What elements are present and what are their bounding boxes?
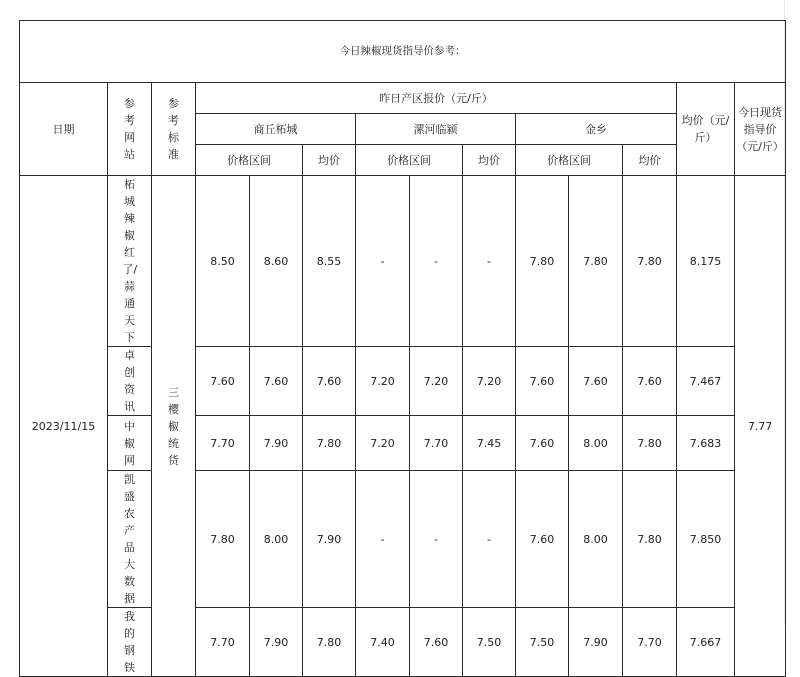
data-cell: 8.00 <box>569 471 623 608</box>
header-today-guide: 今日现货指导价（元/斤） <box>735 83 786 176</box>
date-cell: 2023/11/15 <box>20 176 108 677</box>
data-cell: 7.80 <box>516 176 569 347</box>
avg-header: 均价 <box>303 145 356 176</box>
region-jinxiang: 金乡 <box>516 114 677 145</box>
data-cell: 8.55 <box>303 176 356 347</box>
site-cell: 我的钢铁 <box>108 608 152 677</box>
header-avg-price: 均价（元/斤） <box>677 83 735 176</box>
data-cell: 8.60 <box>250 176 303 347</box>
row-avg-cell: 7.467 <box>677 347 735 416</box>
data-cell: 8.00 <box>250 471 303 608</box>
data-cell: 7.20 <box>463 347 516 416</box>
region-shangqiu: 商丘柘城 <box>196 114 356 145</box>
header-date: 日期 <box>20 83 108 176</box>
data-cell: 7.60 <box>516 416 569 471</box>
data-cell: 7.90 <box>303 471 356 608</box>
data-cell: 7.20 <box>410 347 463 416</box>
data-cell: 7.20 <box>356 416 410 471</box>
data-cell: 7.80 <box>623 176 677 347</box>
data-cell: 7.60 <box>250 347 303 416</box>
data-cell: - <box>356 471 410 608</box>
table-row <box>20 416 786 471</box>
site-cell: 柘城辣椒红了/蒜通天下 <box>108 176 152 347</box>
data-cell: 7.70 <box>196 416 250 471</box>
data-cell: 8.50 <box>196 176 250 347</box>
data-cell: 7.80 <box>303 416 356 471</box>
today-guide-cell: 7.77 <box>735 176 786 677</box>
data-cell: 7.70 <box>623 608 677 677</box>
region-luohe: 漯河临颍 <box>356 114 516 145</box>
price-range-header: 价格区间 <box>516 145 623 176</box>
data-cell: 7.50 <box>516 608 569 677</box>
data-cell: 7.45 <box>463 416 516 471</box>
data-cell: - <box>463 176 516 347</box>
table-row <box>20 176 786 347</box>
header-site: 参考网站 <box>108 83 152 176</box>
site-cell: 卓创资讯 <box>108 347 152 416</box>
data-cell: 7.60 <box>303 347 356 416</box>
data-cell: 7.70 <box>410 416 463 471</box>
row-avg-cell: 7.850 <box>677 471 735 608</box>
row-avg-cell: 7.683 <box>677 416 735 471</box>
table-row <box>20 471 786 608</box>
data-cell: 7.90 <box>250 416 303 471</box>
data-cell: - <box>410 176 463 347</box>
header-yesterday-price: 昨日产区报价（元/斤） <box>196 83 677 114</box>
table-row <box>20 608 786 677</box>
header-standard: 参考标准 <box>152 83 196 176</box>
data-cell: 7.80 <box>623 471 677 608</box>
data-cell: 7.60 <box>569 347 623 416</box>
data-cell: 8.00 <box>569 416 623 471</box>
data-cell: 7.60 <box>196 347 250 416</box>
data-cell: - <box>463 471 516 608</box>
data-cell: 7.50 <box>463 608 516 677</box>
price-range-header: 价格区间 <box>356 145 463 176</box>
data-cell: - <box>356 176 410 347</box>
data-cell: 7.80 <box>196 471 250 608</box>
price-range-header: 价格区间 <box>196 145 303 176</box>
table-title: 今日辣椒现货指导价参考： <box>20 21 786 83</box>
table-row <box>20 347 786 416</box>
data-cell: 7.80 <box>303 608 356 677</box>
data-cell: 7.80 <box>569 176 623 347</box>
data-cell: 7.80 <box>623 416 677 471</box>
data-cell: - <box>410 471 463 608</box>
price-table <box>19 20 786 677</box>
data-cell: 7.60 <box>516 471 569 608</box>
data-cell: 7.90 <box>250 608 303 677</box>
data-cell: 7.60 <box>410 608 463 677</box>
data-cell: 7.40 <box>356 608 410 677</box>
site-cell: 凯盛农产品大数据 <box>108 471 152 608</box>
row-avg-cell: 7.667 <box>677 608 735 677</box>
data-cell: 7.70 <box>196 608 250 677</box>
data-cell: 7.90 <box>569 608 623 677</box>
avg-header: 均价 <box>623 145 677 176</box>
site-cell: 中椒网 <box>108 416 152 471</box>
data-cell: 7.60 <box>623 347 677 416</box>
standard-cell: 三樱椒统货 <box>152 176 196 677</box>
data-cell: 7.60 <box>516 347 569 416</box>
avg-header: 均价 <box>463 145 516 176</box>
row-avg-cell: 8.175 <box>677 176 735 347</box>
data-cell: 7.20 <box>356 347 410 416</box>
